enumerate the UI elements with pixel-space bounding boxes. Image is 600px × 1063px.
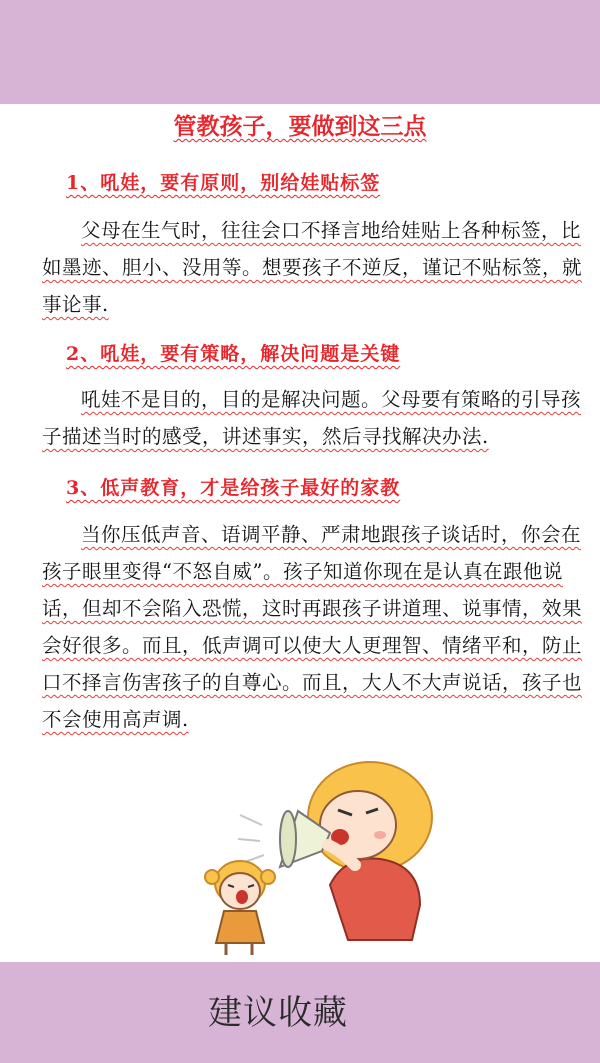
section-3-heading: 3、低声教育，才是给孩子最好的家教	[66, 477, 401, 499]
mother-shouting-illustration	[180, 755, 460, 960]
section-2-heading: 2、吼娃，要有策略，解决问题是关键	[66, 343, 401, 365]
save-suggestion: 建议收藏	[208, 993, 348, 1033]
top-banner	[0, 0, 600, 104]
section-1-heading: 1、吼娃，要有原则，别给娃贴标签	[66, 172, 381, 194]
section-3-body: 当你压低声音、语调平静、严肃地跟孩子谈话时，你会在孩子眼里变得“不怒自威”。孩子知道你现在是认真在跟他说话，但却不会陷入恐慌，这时再跟孩子讲道理、说事情，效果会好很多。而且，低声调可以使大人更理智、情绪平和，防止口不择言伤害孩子的自尊心。而且，大人不大声说话，孩子也不会使用高声调.	[42, 523, 583, 731]
section-1-body: 父母在生气时，往往会口不择言地给娃贴上各种标签，比如墨迹、胆小、没用等。想要孩子不逆反，谨记不贴标签，就事论事.	[42, 219, 583, 316]
section-2-body: 吼娃不是目的，目的是解决问题。父母要有策略的引导孩子描述当时的感受，讲述事实，然后寻找解决办法.	[42, 388, 582, 448]
page-title: 管教孩子，要做到这三点	[173, 114, 427, 140]
